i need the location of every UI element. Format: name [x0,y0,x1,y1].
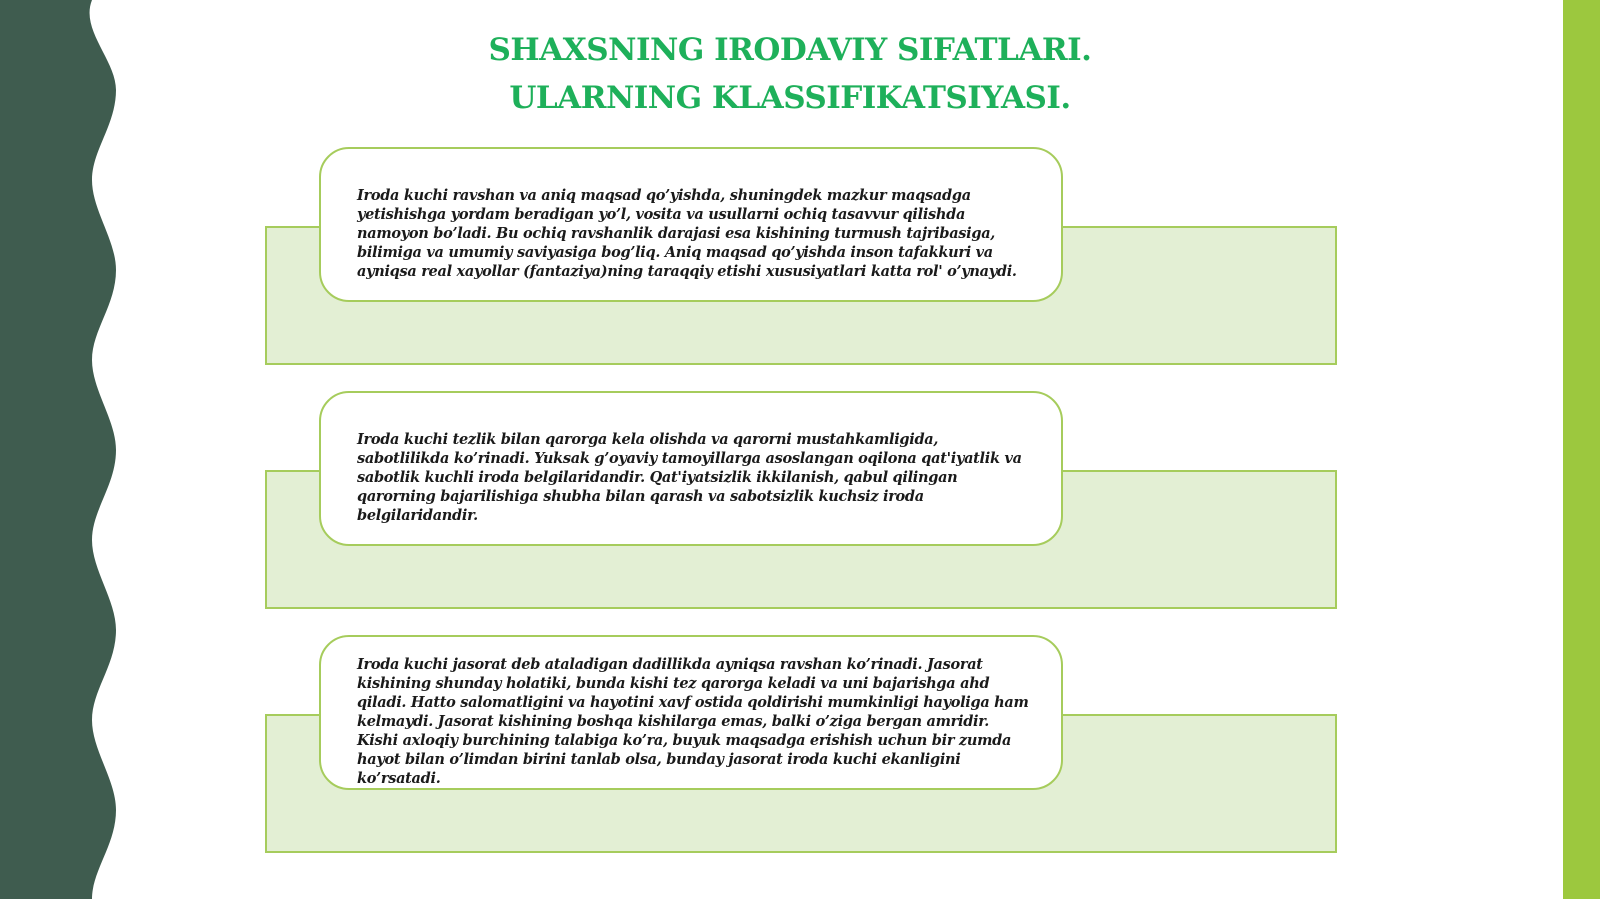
slide-title-line-2: ULARNING KLASSIFIKATSIYASI. [509,80,1071,116]
card-text-box [319,147,1063,302]
slide-title [420,26,1160,122]
right-accent-bar [1563,0,1600,899]
card-text-box [319,391,1063,546]
quality-card-3 [265,635,1335,865]
quality-card-1 [265,147,1335,377]
card-text: Iroda kuchi jasorat deb ataladigan dadillikda ayniqsa ravshan ko’rinadi. Jasorat kishining shunday holatiki, bunda kishi tez qarorga keladi va uni bajarishga ahd qiladi. Hatto salomatligini va hayotini xavf ostida qoldirishi mumkinligi hayoliga ham kelmaydi. Jasorat kishining boshqa kishilarga emas, balki o’ziga bergan amridir. Kishi axloqiy burchining talabiga ko’ra, buyuk maqsadga erishish uchun bir zumda hayot bilan o’limdan birini tanlab olsa, bunday jasorat iroda kuchi ekanligini ko’rsatadi. [357,656,1029,787]
quality-card-2 [265,391,1335,621]
card-text: Iroda kuchi tezlik bilan qarorga kela olishda va qarorni mustahkamligida, sabotlilikda ko’rinadi. Yuksak g’oyaviy tamoyillarga asoslangan oqilona qat'iyatlik va sabotlik kuchli iroda belgilaridandir. Qat'iyatsizlik ikkilanish, qabul qilingan qarorning bajarilishiga shubha bilan qarash va sabotsizlik kuchsiz iroda belgilaridandir. [357,431,1022,524]
decorative-wave-band [0,0,120,899]
card-text: Iroda kuchi ravshan va aniq maqsad qo’yishda, shuningdek mazkur maqsadga yetishishga yordam beradigan yo’l, vosita va usullarni ochiq tasavvur qilishda namoyon bo’ladi. Bu ochiq ravshanlik darajasi esa kishining turmush tajribasiga, bilimiga va umumiy saviyasiga bog’liq. Aniq maqsad qo’yishda inson tafakkuri va ayniqsa real xayollar (fantaziya)ning taraqqiy etishi xususiyatlari katta rol' o’ynaydi. [357,187,1017,280]
card-text-box [319,635,1063,790]
slide-title-line-1: SHAXSNING IRODAVIY SIFATLARI. [488,32,1092,68]
